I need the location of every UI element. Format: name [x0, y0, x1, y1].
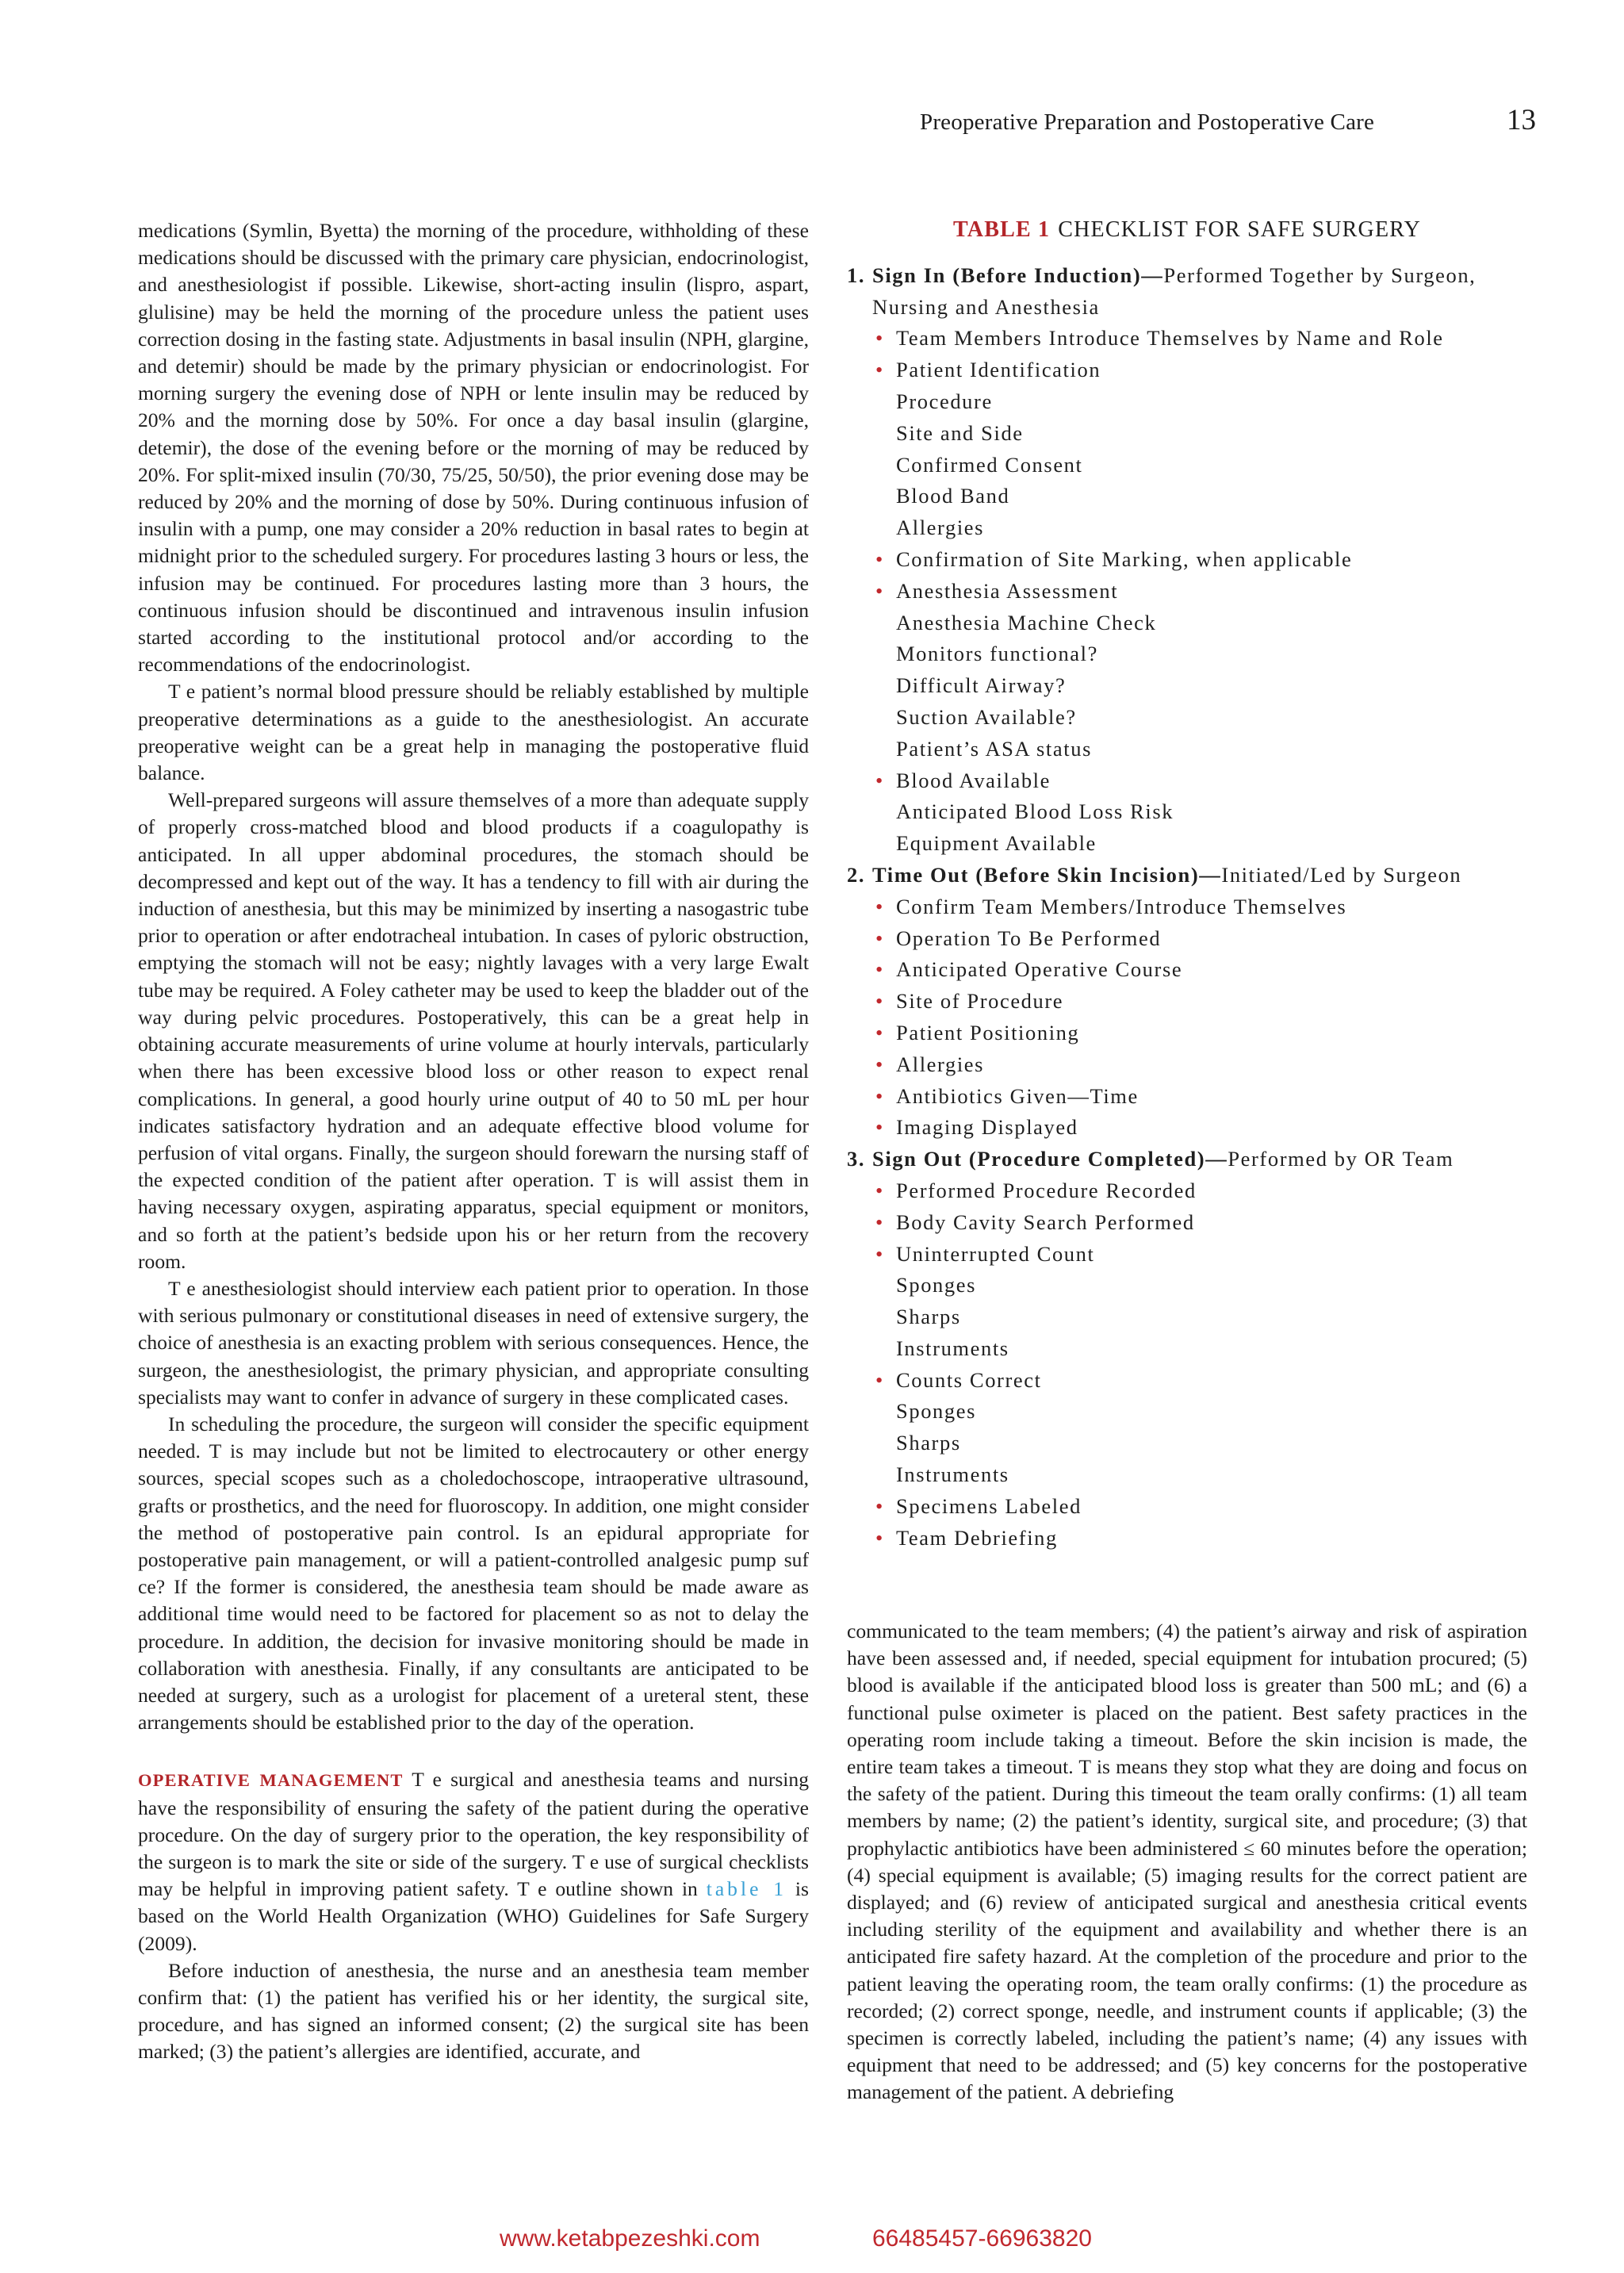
checklist-table	[847, 214, 1527, 1554]
section-gap	[138, 1736, 809, 1766]
checklist-item: • Confirmation of Site Marking, when applicable	[847, 544, 1527, 576]
checklist-subitem: Monitors functional?	[896, 642, 1098, 666]
paragraph: T e anesthesiologist should interview each patient prior to operation. In those with serious pulmonary or constitutional diseases in need of extensive surgery, the choice of anesthesia is an exacting problem with serious consequences. Hence, the surgeon, the anesthesiologist, the primary physician, and appropriate consulting specialists may want to confer in advance of surgery in these complicated cases.	[138, 1276, 809, 1409]
checklist-item: • Team Members Introduce Themselves by Name and Role	[847, 323, 1527, 355]
right-column	[847, 1618, 1527, 2106]
section-description: Performed Together by Surgeon, Nursing and Anesthesia	[872, 263, 1477, 319]
checklist-item: • Body Cavity Search Performed	[847, 1207, 1527, 1239]
paragraph: medications (Symlin, Byetta) the morning of the procedure, withholding of these medications should be discussed with the primary care physician, endocrinologist, and anesthesiologist if possible. Likewise, short-acting insulin (lispro, aspart, glulisine) may be held the morning of the procedure unless the patient uses correction dosing in the fasting state. Adjustments in basal insulin (NPH, glargine, and detemir) should be made by the primary physician or endocrinologist. For morning surgery the evening dose of NPH or lente insulin may be reduced by 20% and the morning dose by 50%. For once a day basal insulin (glargine, detemir), the dose of the evening before or the morning of may be reduced by 20%. For split-mixed insulin (70/30, 75/25, 50/50), the prior evening dose may be reduced by 20% and the morning of dose by 50%. During continuous infusion of insulin with a pump, one may consider a 20% reduction in basal rates to begin at midnight prior to the scheduled surgery. For procedures lasting 3 hours or less, the infusion may be continued. For procedures lasting more than 3 hours, the continuous infusion should be discontinued and intravenous insulin infusion started according to the institutional protocol and/or according to the recommendations of the endocrinologist.	[138, 219, 809, 677]
footer-phone: 66485457-66963820	[872, 2225, 1092, 2252]
checklist-item: • Blood Available	[847, 765, 1527, 797]
section-sign-out	[847, 1144, 1527, 1175]
running-head: Preoperative Preparation and Postoperative Care	[920, 109, 1375, 135]
checklist-item: • Anticipated Operative Course	[847, 954, 1527, 986]
checklist-item: • Antibiotics Given—Time	[847, 1081, 1527, 1113]
checklist-subitem: Sharps	[896, 1305, 961, 1329]
checklist-item: • Anesthesia Assessment	[847, 576, 1527, 608]
checklist-subitem: Patient’s ASA status	[896, 736, 1092, 761]
checklist-item: • Imaging Displayed	[847, 1112, 1527, 1144]
checklist-subitem: Instruments	[896, 1336, 1009, 1360]
checklist-subitem: Sharps	[896, 1431, 961, 1455]
checklist-subitem: Allergies	[896, 516, 985, 540]
checklist-item: • Patient Identification	[847, 355, 1527, 386]
checklist-item: • Performed Procedure Recorded	[847, 1175, 1527, 1207]
checklist-subitem: Equipment Available	[896, 831, 1097, 856]
checklist-item: • Site of Procedure	[847, 986, 1527, 1018]
section-number: 3.	[847, 1147, 866, 1171]
section-sign-in	[847, 260, 1527, 324]
section-heading: Sign Out (Procedure Completed)—	[872, 1147, 1228, 1171]
checklist-subitem: Anesthesia Machine Check	[896, 610, 1157, 634]
section-heading: OPERATIVE MANAGEMENT	[138, 1770, 404, 1791]
checklist-item: • Allergies	[847, 1049, 1527, 1081]
checklist-subitem: Sponges	[896, 1399, 977, 1424]
checklist-subitem: Instruments	[896, 1462, 1009, 1487]
checklist-subitem: Site and Side	[896, 420, 1024, 445]
checklist-subitem: Sponges	[896, 1273, 977, 1297]
checklist-subitem: Blood Band	[896, 484, 1010, 508]
section-description: Performed by OR Team	[1228, 1147, 1454, 1171]
section-description: Initiated/Led by Surgeon	[1221, 862, 1462, 887]
checklist-item: • Specimens Labeled	[847, 1491, 1527, 1523]
paragraph: communicated to the team members; (4) the patient’s airway and risk of aspiration have been assessed and, if needed, special equipment for intubation procured; (5) blood is available if the anticipated blood loss is greater than 500 mL; and (6) a functional pulse oximeter is placed on the patient. Best safety practices in the operating room include taking a timeout. Before the skin incision is made, the entire team takes a timeout. T is means they stop what they are doing and focus on the safety of the patient. During this timeout the team orally confirms: (1) all team members by name; (2) the patient’s identity, surgical site, and procedure; (3) that prophylactic antibiotics have been administered ≤ 60 minutes before the operation; (4) special equipment is available; (5) imaging results for the correct patient are displayed; and (6) review of anticipated surgical and anesthesia critical events including sterility of the equipment and availability and whether there is an anticipated fire safety hazard. At the completion of the procedure and prior to the patient leaving the operating room, the team orally confirms: (1) the procedure as recorded; (2) correct sponge, needle, and instrument counts if applicable; (3) the specimen is correctly labeled, including the patient’s name; (4) any issues with equipment that need to be addressed; and (5) key concerns for the postoperative management of the patient. A debriefing	[847, 1619, 1527, 2104]
checklist-item: • Patient Positioning	[847, 1018, 1527, 1049]
checklist-subitem: Confirmed Consent	[896, 452, 1083, 477]
checklist-item: • Confirm Team Members/Introduce Themselves	[847, 891, 1527, 923]
section-heading: Time Out (Before Skin Incision)—	[872, 862, 1222, 887]
footer-url-link[interactable]: www.ketabpezeshki.com	[500, 2225, 760, 2252]
checklist-item: • Operation To Be Performed	[847, 923, 1527, 955]
checklist-item: • Team Debriefing	[847, 1523, 1527, 1554]
paragraph: Well-prepared surgeons will assure themselves of a more than adequate supply of properly cross-matched blood and blood products if a coagulopathy is anticipated. In all upper abdominal procedures, the stomach should be decompressed and kept out of the way. It has a tendency to fill with air during the induction of anesthesia, but this may be minimized by inserting a nasogastric tube prior to operation or after endotracheal intubation. In cases of pyloric obstruction, emptying the stomach will not be easy; nightly lavages with a very large Ewalt tube may be required. A Foley catheter may be used to keep the bladder out of the way during pelvic procedures. Postoperatively, this can be a great help in obtaining accurate measurements of urine volume at hourly intervals, particularly when there has been excessive blood loss or other reason to expect renal complications. In general, a good hourly urine output of 40 to 50 mL per hour indicates satisfactory hydration and an adequate effective blood volume for perfusion of vital organs. Finally, the surgeon should forewarn the nursing staff of the expected condition of the patient after operation. T is will assist them in having necessary oxygen, aspirating apparatus, special equipment or monitors, and so forth at the patient’s bedside upon his or her return from the recovery room.	[138, 788, 809, 1273]
checklist-item: • Counts Correct	[847, 1365, 1527, 1397]
paragraph: In scheduling the procedure, the surgeon will consider the specific equipment needed. T is may include but not be limited to electrocautery or other energy sources, special scopes such as a choledochoscope, intraoperative ultrasound, grafts or prosthetics, and the need for fluoroscopy. In addition, one might consider the method of postoperative pain control. Is an epidural appropriate for postoperative pain management, or will a patient-controlled analgesic pump suf ce? If the former is considered, the anesthesia team should be made aware as additional time would need to be factored for placement so as not to delay the procedure. In addition, the decision for invasive monitoring should be made in collaboration with anesthesia. Finally, if any consultants are anticipated to be needed at surgery, such as a urologist for placement of a ureteral stent, these arrangements should be established prior to the day of the operation.	[138, 1412, 809, 1734]
checklist-subitem: Anticipated Blood Loss Risk	[896, 799, 1174, 824]
operative-management-paragraph	[138, 1766, 809, 1957]
section-heading: Sign In (Before Induction)—	[872, 263, 1164, 287]
checklist-subitem: Difficult Airway?	[896, 673, 1067, 698]
paragraph: T e patient’s normal blood pressure should be reliably established by multiple preoperative determinations as a guide to the anesthesiologist. An accurate preoperative weight can be a great help in managing the postoperative fluid balance.	[138, 680, 809, 785]
section-time-out	[847, 860, 1527, 891]
table-1-link[interactable]: table 1	[706, 1877, 787, 1901]
checklist-item: • Uninterrupted Count	[847, 1239, 1527, 1271]
table-caption	[847, 214, 1527, 246]
paragraph: Before induction of anesthesia, the nurse and an anesthesia team member confirm that: (1) the patient has verified his or her identity, the surgical site, procedure, and has signed an informed consent; (2) the surgical site has been marked; (3) the patient’s allergies are identified, accurate, and	[138, 1958, 809, 2064]
paragraph-text: T e surgical and anesthesia teams and nursing have the responsibility of ensuring the safety of the patient during the operative procedure. On the day of surgery prior to the operation, the key responsibility of the surgeon is to mark the site or side of the surgery. T e use of surgical checklists may be helpful in improving patient safety. T e outline shown in	[138, 1768, 810, 1901]
left-column	[138, 217, 809, 2066]
checklist-subitem: Procedure	[896, 389, 993, 413]
paragraph-text: is based on the World Health Organization (WHO) Guidelines for Safe Surgery (2009).	[138, 1877, 809, 1955]
section-number: 1.	[847, 263, 866, 287]
table-title: CHECKLIST FOR SAFE SURGERY	[1058, 217, 1422, 242]
page-number: 13	[1507, 104, 1536, 136]
section-number: 2.	[847, 862, 866, 887]
checklist-subitem: Suction Available?	[896, 704, 1077, 729]
table-label: TABLE 1	[952, 217, 1051, 242]
